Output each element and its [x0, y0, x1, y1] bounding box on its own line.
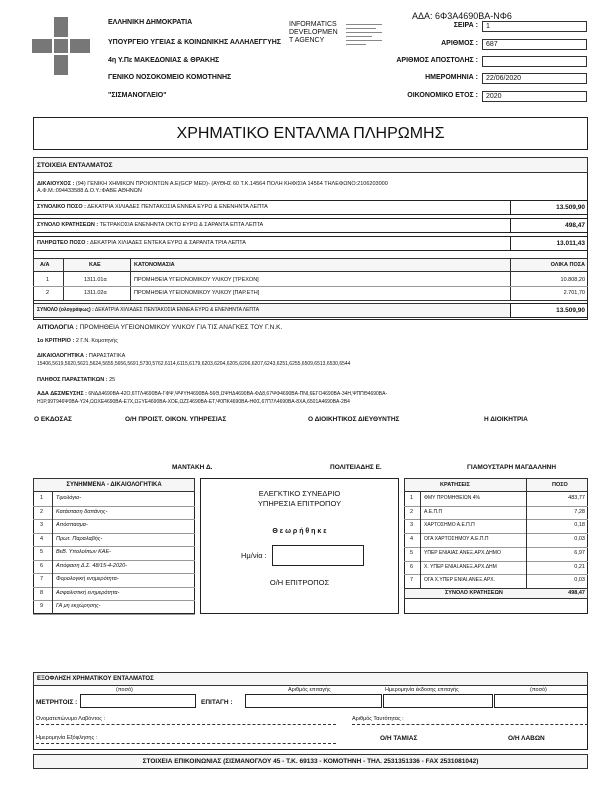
ar-epitagis-field[interactable] — [245, 694, 382, 708]
sign-ekdosas: Ο ΕΚΔΟΣΑΣ — [34, 416, 72, 423]
sign-name3: ΓΙΑΜΟΥΣΤΑΡΗ ΜΑΓΔΑΛΗΝΗ — [467, 464, 557, 471]
section1-title: ΣΤΟΙΧΕΙΑ ΕΝΤΑΛΜΑΤΟΣ — [37, 162, 113, 169]
deduction-item-number: 3 — [410, 522, 414, 529]
total-label: ΣΥΝΟΛΙΚΟ ΠΟΣΟ : — [37, 204, 86, 210]
deduction-item-number: 6 — [410, 563, 414, 570]
deduction-item-amount: 0,03 — [574, 536, 585, 543]
epitagi-label: ΕΠΙΤΑΓΗ : — [201, 699, 233, 706]
dik-label: ΔΙΚΑΙΟΛΟΓΗΤΙΚΑ : — [37, 353, 88, 359]
seira-label: ΣΕΙΡΑ : — [453, 22, 478, 29]
deductions-header-amount: ΠΟΣΟ — [552, 482, 568, 488]
kae-header-name: ΚΑΤΟΝΟΜΑΣΙΑ — [134, 262, 175, 268]
page-title: ΧΡΗΜΑΤΙΚΟ ΕΝΤΑΛΜΑ ΠΛΗΡΩΜΗΣ — [176, 125, 445, 142]
footer — [33, 754, 588, 769]
recipient-label: Ονοματεπώνυμο Λαβόντος : — [36, 716, 105, 722]
ar-epitagis-caption: Αριθμός επιταγής — [288, 687, 331, 693]
poso2-caption: (ποσό) — [530, 687, 547, 693]
issuer-line1: ΕΛΛΗΝΙΚΗ ΔΗΜΟΚΡΑΤΙΑ — [108, 19, 193, 26]
kae-header-kae: ΚΑΕ — [89, 262, 101, 268]
lavon-label: Ο/Η ΛΑΒΩΝ — [508, 735, 545, 742]
attached-item-number: 7 — [40, 576, 44, 582]
exof-date-label: Ημερομηνία Εξόφλησης : — [36, 735, 98, 741]
deduction-item-name: Χ. ΥΠΕΡ ΕΝΙΑΙ.ΑΝΕΞ.ΑΡΧ.ΔΗΜ — [424, 563, 497, 570]
krat-words: ΤΕΤΡΑΚΟΣΙΑ ΕΝΕΝΗΝΤΑ ΟΚΤΩ ΕΥΡΩ & ΣΑΡΑΝΤΑ ΕΠΤΑ ΛΕΠΤΑ — [99, 222, 264, 228]
audit-line2: ΥΠΗΡΕΣΙΑ ΕΠΙΤΡΟΠΟΥ — [257, 499, 342, 508]
metritois-field[interactable] — [80, 694, 196, 708]
deductions-header-name: ΚΡΑΤΗΣΕΙΣ — [440, 482, 470, 488]
kae-sum-words: ΔΕΚΑΤΡΙΑ ΧΙΛΙΑΔΕΣ ΠΕΝΤΑΚΟΣΙΑ ΕΝΝΕΑ ΕΥΡΩ & ΕΝΕΝΗΝΤΑ ΛΕΠΤΑ — [94, 307, 260, 313]
attached-item-text: ΒεΒ. Υπολοίπων ΚΑΕ- — [56, 549, 111, 555]
kae-header-aa: Α/Α — [40, 262, 50, 268]
total-words: ΔΕΚΑΤΡΙΑ ΧΙΛΙΑΔΕΣ ΠΕΝΤΑΚΟΣΙΑ ΕΝΝΕΑ ΕΥΡΩ & ΕΝΕΝΗΝΤΑ ΛΕΠΤΑ — [87, 204, 268, 210]
deduction-item-number: 7 — [410, 577, 414, 584]
kae-row1-aa: 1 — [46, 277, 50, 283]
kae-row1-name: ΠΡΟΜΗΘΕΙΑ ΥΓΕΙΟΝΟΜΙΚΟΥ ΥΛΙΚΟΥ [ΤΡΕΧΟΝ] — [134, 277, 259, 283]
issuer-line3: 4η Υ.Πε ΜΑΚΕΔΟΝΙΑΣ & ΘΡΑΚΗΣ — [108, 57, 220, 64]
audit-theorithike: Θ ε ω ρ ή θ η κ ε — [272, 528, 327, 535]
tamias-label: Ο/Η ΤΑΜΙΑΣ — [380, 735, 418, 742]
date-label: ΗΜΕΡΟΜΗΝΙΑ : — [425, 74, 478, 81]
kae-sum-amount: 13.509,90 — [556, 307, 585, 314]
attached-item-text: Τιμολόγιο- — [56, 495, 82, 501]
audit-sign: Ο/Η ΕΠΙΤΡΟΠΟΣ — [269, 578, 330, 587]
dik-value: ΠΑΡΑΣΤΑΤΙΚΑ — [88, 353, 126, 359]
attached-item-number: 4 — [40, 535, 44, 542]
attached-item-number: 3 — [40, 522, 44, 528]
plithos-value: 25 — [109, 377, 116, 383]
date-value: 22/06/2020 — [482, 73, 587, 84]
deduction-item-number: 1 — [410, 495, 414, 501]
deductions-sum-label: ΣΥΝΟΛΟ ΚΡΑΤΗΣΕΩΝ — [445, 590, 503, 596]
apostolis-value — [482, 56, 587, 67]
deduction-item-number: 2 — [410, 508, 414, 515]
deduction-item-name: ΟΓΑ ΧΑΡΤΟΣΗΜΟΥ Α.Ε.Π.Π — [424, 536, 489, 543]
kae-row2-aa: 2 — [46, 290, 50, 296]
settlement-title: ΕΞΟΦΛΗΣΗ ΧΡΗΜΑΤΙΚΟΥ ΕΝΤΑΛΜΑΤΟΣ — [37, 676, 154, 682]
sign-dioik-dieuth: Ο ΔΙΟΙΚΗΤΙΚΟΣ ΔΙΕΥΘΥΝΤΗΣ — [308, 416, 400, 423]
attached-item-text: Πρωτ. Παραλαβής- — [56, 535, 103, 542]
ada-number: ΑΔΑ: 6Φ3Α4690ΒΑ-ΝΦ6 — [412, 11, 512, 21]
deduction-item-number: 4 — [410, 536, 414, 543]
sign-proist: Ο/Η ΠΡΟΙΣΤ. ΟΙΚΟΝ. ΥΠΗΡΕΣΙΑΣ — [125, 416, 227, 423]
deduction-item-amount: 0,21 — [574, 563, 585, 570]
attached-item-text: Φορολογική ενημερότητα- — [56, 576, 119, 582]
deduction-item-amount: 7,28 — [574, 508, 585, 515]
arithmos-label: ΑΡΙΘΜΟΣ : — [441, 40, 478, 47]
attached-item-number: 6 — [40, 562, 44, 569]
issuer-line4: ΓΕΝΙΚΟ ΝΟΣΟΚΟΜΕΙΟ ΚΟΜΟΤΗΝΗΣ — [108, 74, 232, 81]
kae-row1-amount: 10.808,20 — [560, 277, 585, 283]
sign-name2: ΠΟΛΙΤΕΙΑΔΗΣ Ε. — [330, 464, 382, 471]
afm-value: Α.Φ.Μ.:094433588 Δ.Ο.Υ.:ΦΑΒΕ ΑΘΗΝΩΝ — [37, 188, 142, 194]
attached-item-text: Κατάσταση δαπάνης- — [56, 508, 108, 515]
date-epitagis-caption: Ημερομηνία έκδοσης επιταγής — [385, 687, 459, 693]
issuer-line5: "ΣΙΣΜΑΝΟΓΛΕΙΟ" — [108, 92, 167, 99]
desm-line2: Η1Ρ,99Τ946Ψ0ΒΑ-Υ24,ΩΩΧΕ4690ΒΑ-Ε7Χ,ΩΞΥΕ4690ΒΑ-ΧΟΕ,ΩΖΣ4690ΒΑ-ΕΤ,Ψ0ΠΚ4690ΒΑ-ΗΦΣ,67Π7Λ4690ΒΑ-8ΧΑ,6501Α4690ΒΑ-2Β4 — [37, 399, 350, 405]
desm-label: ΑΔΑ ΔΕΣΜΕΥΣΗΣ : — [37, 391, 87, 397]
total-amount: 13.509,90 — [556, 204, 585, 211]
dikaiouxos-value: (94) ΓΕΝΙΚΗ ΧΗΜΙΚΩΝ ΠΡΟΙΟΝΤΩΝ Α.Ε(GCP MED)- (ΑΥΘΗΣ 60 Τ.Κ.14564 ΠΟΛΗ ΚΗΦΙΣΙΑ 14564 ΤΗΛΕΦΩΝΟ:2106203000 — [75, 181, 388, 187]
kritirio-value: 2 Γ.Ν. Κομοτηνής — [75, 338, 118, 344]
deduction-item-number: 5 — [410, 549, 414, 556]
deductions-sum-amount: 498,47 — [568, 590, 585, 596]
poso2-field[interactable] — [494, 694, 588, 708]
sign-dioikitria: Η ΔΙΟΙΚΗΤΡΙΑ — [484, 416, 528, 423]
deduction-item-amount: 0,03 — [574, 577, 585, 584]
attached-item-text: Ασφαλιστική ενημερότητα- — [56, 589, 120, 596]
pay-amount: 13.011,43 — [556, 240, 585, 247]
section1-header — [33, 157, 588, 173]
year-label: ΟΙΚΟΝΟΜΙΚΟ ΕΤΟΣ : — [407, 92, 478, 99]
krat-label: ΣΥΝΟΛΟ ΚΡΑΤΗΣΕΩΝ : — [37, 222, 99, 228]
seira-value: 1 — [482, 21, 587, 32]
kae-header-amount: ΟΛΙΚΑ ΠΟΣΑ — [550, 262, 585, 268]
kae-row2-kae: 1311.02α — [84, 290, 107, 296]
deduction-item-name: ΟΓΑ Χ.ΥΠΕΡ ΕΝΙΑΙ.ΑΝΕΞ.ΑΡΧ. — [424, 577, 496, 584]
pay-label: ΠΛΗΡΩΤΕΟ ΠΟΣΟ : — [37, 240, 89, 246]
audit-date-label: Ημ/νία : — [241, 551, 267, 560]
stamp-line3: T AGENCY — [289, 37, 325, 44]
digital-signature-icon — [346, 22, 382, 54]
attached-item-text: Απόφαση Δ.Σ. 48/15-4-2020- — [56, 562, 127, 569]
attached-item-number: 1 — [40, 495, 44, 501]
aitiologia-value: ΠΡΟΜΗΘΕΙΑ ΥΓΕΙΟΝΟΜΙΚΟΥ ΥΛΙΚΟΥ ΓΙΑ ΤΙΣ ΑΝΑΓΚΕΣ ΤΟΥ Γ.Ν.Κ. — [79, 324, 283, 331]
attached-item-number: 8 — [40, 589, 44, 596]
metritois-label: ΜΕΤΡΗΤΟΙΣ : — [36, 699, 78, 706]
pay-words: ΔΕΚΑΤΡΙΑ ΧΙΛΙΑΔΕΣ ΕΝΤΕΚΑ ΕΥΡΩ & ΣΑΡΑΝΤΑ ΤΡΙΑ ΛΕΠΤΑ — [89, 240, 246, 246]
kae-row2-name: ΠΡΟΜΗΘΕΙΑ ΥΓΕΙΟΝΟΜΙΚΟΥ ΥΛΙΚΟΥ [ΠΑΡ.ΕΤΗ] — [134, 290, 260, 296]
kae-sum-label: ΣΥΝΟΛΟ (ολογράφως) : — [37, 307, 94, 313]
attached-item-text: ΓΑ μη εκχώρησης- — [56, 603, 101, 609]
issuer-line2: ΥΠΟΥΡΓΕΙΟ ΥΓΕΙΑΣ & ΚΟΙΝΩΝΙΚΗΣ ΑΛΛΗΛΕΓΓΥΗΣ — [108, 39, 282, 46]
kae-row2-amount: 2.701,70 — [563, 290, 585, 296]
arithmos-value: 687 — [482, 39, 587, 50]
kritirio-label: 1ο ΚΡΙΤΗΡΙΟ : — [37, 338, 75, 344]
deduction-item-amount: 6,97 — [574, 549, 585, 556]
stamp-line1: INFORMATICS — [289, 21, 337, 28]
kae-row1-kae: 1311.01α — [84, 277, 107, 283]
deduction-item-name: ΥΠΕΡ ΕΝΙΑΙΑΣ ΑΝΕΞ.ΑΡΧ.ΔΗΜΟ — [424, 549, 501, 556]
deduction-item-name: ΦΜΥ ΠΡΟΜΗΘΕΙΩΝ 4% — [424, 495, 480, 501]
date-epitagis-field[interactable] — [383, 694, 493, 708]
deduction-item-name: Α.Ε.Π.Π — [424, 508, 443, 515]
deduction-item-name: ΧΑΡΤΟΣΗΜΟ Α.Ε.Π.Π — [424, 522, 475, 529]
dikaiouxos-label: ΔΙΚΑΙΟΥΧΟΣ : — [37, 181, 75, 187]
attached-item-number: 9 — [40, 603, 44, 609]
footer-contact: ΣΤΟΙΧΕΙΑ ΕΠΙΚΟΙΝΩΝΙΑΣ (ΣΙΣΜΑΝΟΓΛΟΥ 45 - Τ.Κ. 69133 - ΚΟΜΟΤΗΝΗ - ΤΗΛ. 2531351336 - FAX 2531081042) — [142, 758, 479, 765]
sign-name1: ΜΑΝΤΑΚΗ Δ. — [172, 464, 213, 471]
year-value: 2020 — [482, 91, 587, 102]
aitiologia-label: ΑΙΤΙΟΛΟΓΙΑ : — [37, 324, 78, 331]
dik-list: 15406,5619,5620,5621,5624,5655,5656,5691,5730,5762,6114,6115,6179,6203,6204,6205,6206,6207,6243,6251,6255,6509,6513,6530,6544 — [37, 361, 351, 367]
stamp-line2: DEVELOPMEN — [289, 29, 338, 36]
attached-title: ΣΥΝΗΜΜΕΝΑ - ΔΙΚΑΙΟΛΟΓΗΤΙΚΑ — [66, 482, 162, 488]
kae-table-header — [33, 258, 588, 272]
title-box — [33, 117, 588, 150]
audit-date-field[interactable] — [272, 545, 364, 566]
krat-amount: 498,47 — [565, 222, 585, 229]
plithos-label: ΠΛΗΘΟΣ ΠΑΡΑΣΤΑΤΙΚΩΝ : — [37, 377, 108, 383]
attached-item-number: 2 — [40, 508, 44, 515]
audit-line1: ΕΛΕΓΚΤΙΚΟ ΣΥΝΕΔΡΙΟ — [258, 489, 341, 498]
apostolis-label: ΑΡΙΘΜΟΣ ΑΠΟΣΤΟΛΗΣ : — [396, 57, 478, 64]
attached-item-number: 5 — [40, 549, 44, 555]
poso1-caption: (ποσό) — [116, 687, 133, 693]
deduction-item-amount: 0,18 — [574, 522, 585, 529]
logo-cross-icon — [32, 17, 90, 75]
deduction-item-amount: 483,77 — [568, 495, 585, 501]
id-label: Αριθμός Ταυτότητας : — [352, 716, 404, 722]
attached-item-text: Απόσπασμα- — [56, 522, 88, 528]
desm-line1: 6ΝΔΔ4690ΒΑ-42Ο,6ΤΓΛ4690ΒΑ-ΓΦΨ,ΨΨΥΗ4690ΒΑ-56Θ,ΩΨΗΔ4690ΒΑ-ΦΔ8,67ΨΦ4690ΒΑ-ΠΝΙ,6ΕΓΟ4690ΒΑ-34Η,ΨΠΠΘ4690ΒΑ- — [88, 391, 388, 397]
stamp — [289, 21, 338, 45]
